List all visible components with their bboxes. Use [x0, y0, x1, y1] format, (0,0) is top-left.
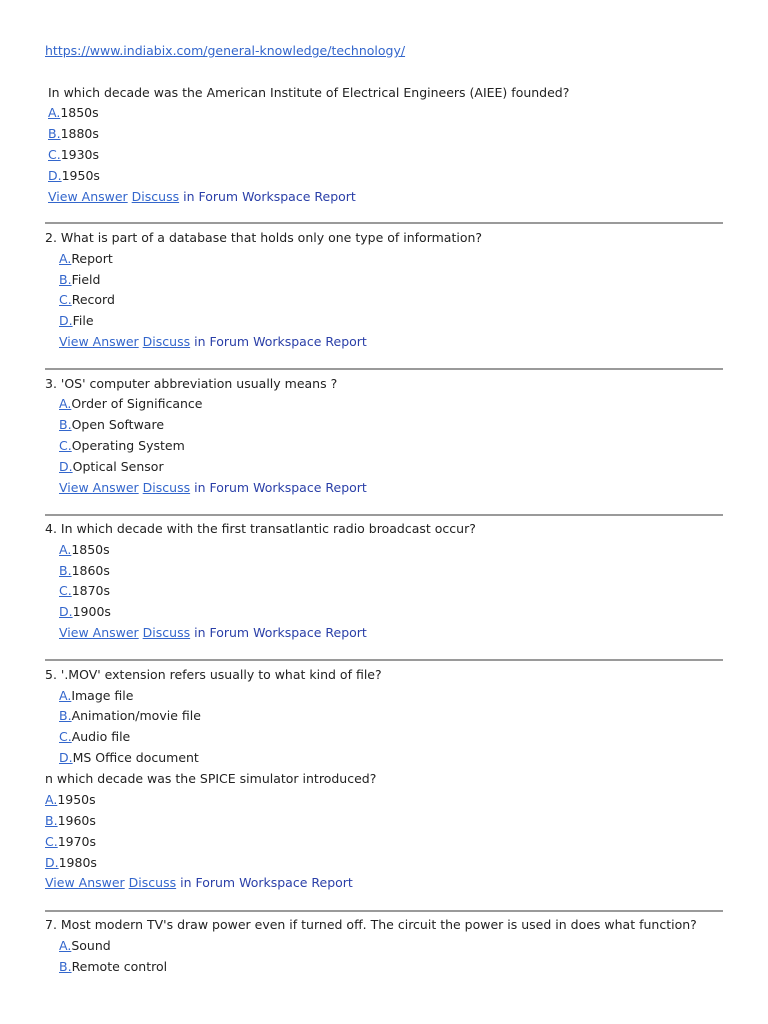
q2-option-a-letter[interactable]: A.	[59, 251, 72, 266]
q2-actions	[59, 334, 367, 350]
discuss-link[interactable]: Discuss	[128, 875, 177, 890]
q3-option-d-letter[interactable]: D.	[59, 459, 73, 474]
q7-option-b-letter[interactable]: B.	[59, 959, 72, 974]
q5-option-d-letter[interactable]: D.	[59, 750, 73, 765]
q3-option-c-text: Operating System	[71, 438, 185, 453]
q5-option-c-letter[interactable]: C.	[59, 729, 72, 744]
q3-option-d	[59, 459, 164, 475]
q4-actions	[59, 625, 367, 641]
q3-option-c-letter[interactable]: C.	[59, 438, 72, 453]
q3-option-d-text: Optical Sensor	[72, 459, 164, 474]
q7-option-b-text: Remote control	[71, 959, 168, 974]
q6-option-c	[45, 834, 96, 850]
divider	[45, 222, 723, 224]
discuss-link[interactable]: Discuss	[142, 480, 191, 495]
q6-option-d	[45, 855, 97, 871]
q1-option-b-letter[interactable]: B.	[48, 126, 61, 141]
q2-option-c	[59, 292, 115, 308]
q1-option-a-text: 1850s	[60, 105, 99, 120]
q1-option-b-text: 1880s	[60, 126, 99, 141]
question-2-text: 2. What is part of a database that holds only one type of information?	[45, 230, 483, 245]
q4-option-a-letter[interactable]: A.	[59, 542, 72, 557]
q5-option-d	[59, 750, 199, 766]
in-forum-link[interactable]: in Forum	[194, 625, 250, 640]
q6-option-d-letter[interactable]: D.	[45, 855, 59, 870]
q1-option-a	[48, 105, 99, 121]
view-answer-link[interactable]: View Answer	[59, 480, 139, 495]
q3-option-c	[59, 438, 185, 454]
q5-option-a	[59, 688, 133, 704]
q2-option-d-letter[interactable]: D.	[59, 313, 73, 328]
q1-option-d-letter[interactable]: D.	[48, 168, 62, 183]
question-5-text: 5. '.MOV' extension refers usually to what kind of file?	[45, 667, 382, 682]
q5-option-b-text: Animation/movie file	[71, 708, 201, 723]
view-answer-link[interactable]: View Answer	[48, 189, 128, 204]
q1-option-c-letter[interactable]: C.	[48, 147, 61, 162]
q4-option-a-text: 1850s	[71, 542, 110, 557]
q6-option-b-letter[interactable]: B.	[45, 813, 58, 828]
report-link[interactable]: Report	[325, 334, 367, 349]
source-url-link[interactable]: https://www.indiabix.com/general-knowledge/technology/	[45, 43, 406, 58]
in-forum-link[interactable]: in Forum	[180, 875, 236, 890]
q6-option-b-text: 1960s	[57, 813, 96, 828]
view-answer-link[interactable]: View Answer	[59, 334, 139, 349]
q6-option-a-letter[interactable]: A.	[45, 792, 58, 807]
discuss-link[interactable]: Discuss	[142, 625, 191, 640]
q3-option-a	[59, 396, 202, 412]
view-answer-link[interactable]: View Answer	[59, 625, 139, 640]
q6-option-c-text: 1970s	[57, 834, 97, 849]
discuss-link[interactable]: Discuss	[131, 189, 180, 204]
workspace-link[interactable]: Workspace	[242, 189, 311, 204]
q4-option-c	[59, 583, 110, 599]
q4-option-c-text: 1870s	[71, 583, 111, 598]
q4-option-a	[59, 542, 110, 558]
q1-option-d	[48, 168, 100, 184]
q1-option-b	[48, 126, 99, 142]
q5-option-a-letter[interactable]: A.	[59, 688, 72, 703]
question-3-text: 3. 'OS' computer abbreviation usually means ?	[45, 376, 338, 391]
workspace-link[interactable]: Workspace	[239, 875, 308, 890]
q5-option-a-text: Image file	[71, 688, 134, 703]
q2-option-b	[59, 272, 100, 288]
q5-option-c-text: Audio file	[71, 729, 131, 744]
q6-option-c-letter[interactable]: C.	[45, 834, 58, 849]
q2-option-b-text: Field	[71, 272, 101, 287]
workspace-link[interactable]: Workspace	[253, 625, 322, 640]
q3-option-b-letter[interactable]: B.	[59, 417, 72, 432]
q3-option-a-text: Order of Significance	[71, 396, 203, 411]
q4-option-c-letter[interactable]: C.	[59, 583, 72, 598]
report-link[interactable]: Report	[325, 480, 367, 495]
in-forum-link[interactable]: in Forum	[194, 334, 250, 349]
q2-option-d	[59, 313, 94, 329]
q4-option-b-text: 1860s	[71, 563, 110, 578]
q3-option-b-text: Open Software	[71, 417, 165, 432]
q7-option-a	[59, 938, 111, 954]
q7-option-b	[59, 959, 167, 975]
q6-option-a-text: 1950s	[57, 792, 96, 807]
q2-option-a-text: Report	[71, 251, 113, 266]
q5-option-d-text: MS Office document	[72, 750, 199, 765]
q1-option-d-text: 1950s	[61, 168, 100, 183]
q4-option-b	[59, 563, 110, 579]
q3-actions	[59, 480, 367, 496]
q2-option-a	[59, 251, 113, 267]
in-forum-link[interactable]: in Forum	[194, 480, 250, 495]
q4-option-d	[59, 604, 111, 620]
q7-option-a-text: Sound	[71, 938, 111, 953]
q5-option-b-letter[interactable]: B.	[59, 708, 72, 723]
divider	[45, 659, 723, 661]
q2-option-c-letter[interactable]: C.	[59, 292, 72, 307]
question-1-text: In which decade was the American Institute of Electrical Engineers (AIEE) founded?	[48, 85, 570, 100]
q3-option-a-letter[interactable]: A.	[59, 396, 72, 411]
q2-option-d-text: File	[72, 313, 94, 328]
report-link[interactable]: Report	[311, 875, 353, 890]
q5-option-c	[59, 729, 130, 745]
q1-option-c	[48, 147, 99, 163]
divider	[45, 368, 723, 370]
q5-option-b	[59, 708, 201, 724]
q1-option-a-letter[interactable]: A.	[48, 105, 61, 120]
question-7-text: 7. Most modern TV's draw power even if turned off. The circuit the power is used in does what function?	[45, 917, 697, 932]
discuss-link[interactable]: Discuss	[142, 334, 191, 349]
view-answer-link[interactable]: View Answer	[45, 875, 125, 890]
q7-option-a-letter[interactable]: A.	[59, 938, 72, 953]
workspace-link[interactable]: Workspace	[253, 334, 322, 349]
q4-option-b-letter[interactable]: B.	[59, 563, 72, 578]
q6-actions	[45, 875, 353, 891]
q6-option-d-text: 1980s	[58, 855, 97, 870]
question-4-text: 4. In which decade with the first transatlantic radio broadcast occur?	[45, 521, 476, 536]
q2-option-c-text: Record	[71, 292, 115, 307]
workspace-link[interactable]: Workspace	[253, 480, 322, 495]
question-6-text: n which decade was the SPICE simulator introduced?	[45, 771, 377, 786]
report-link[interactable]: Report	[325, 625, 367, 640]
q4-option-d-text: 1900s	[72, 604, 111, 619]
q4-option-d-letter[interactable]: D.	[59, 604, 73, 619]
report-link[interactable]: Report	[314, 189, 356, 204]
q6-option-b	[45, 813, 96, 829]
in-forum-link[interactable]: in Forum	[183, 189, 239, 204]
q3-option-b	[59, 417, 164, 433]
divider	[45, 910, 723, 912]
q2-option-b-letter[interactable]: B.	[59, 272, 72, 287]
q1-option-c-text: 1930s	[60, 147, 100, 162]
q6-option-a	[45, 792, 96, 808]
divider	[45, 514, 723, 516]
q1-actions	[48, 189, 356, 205]
